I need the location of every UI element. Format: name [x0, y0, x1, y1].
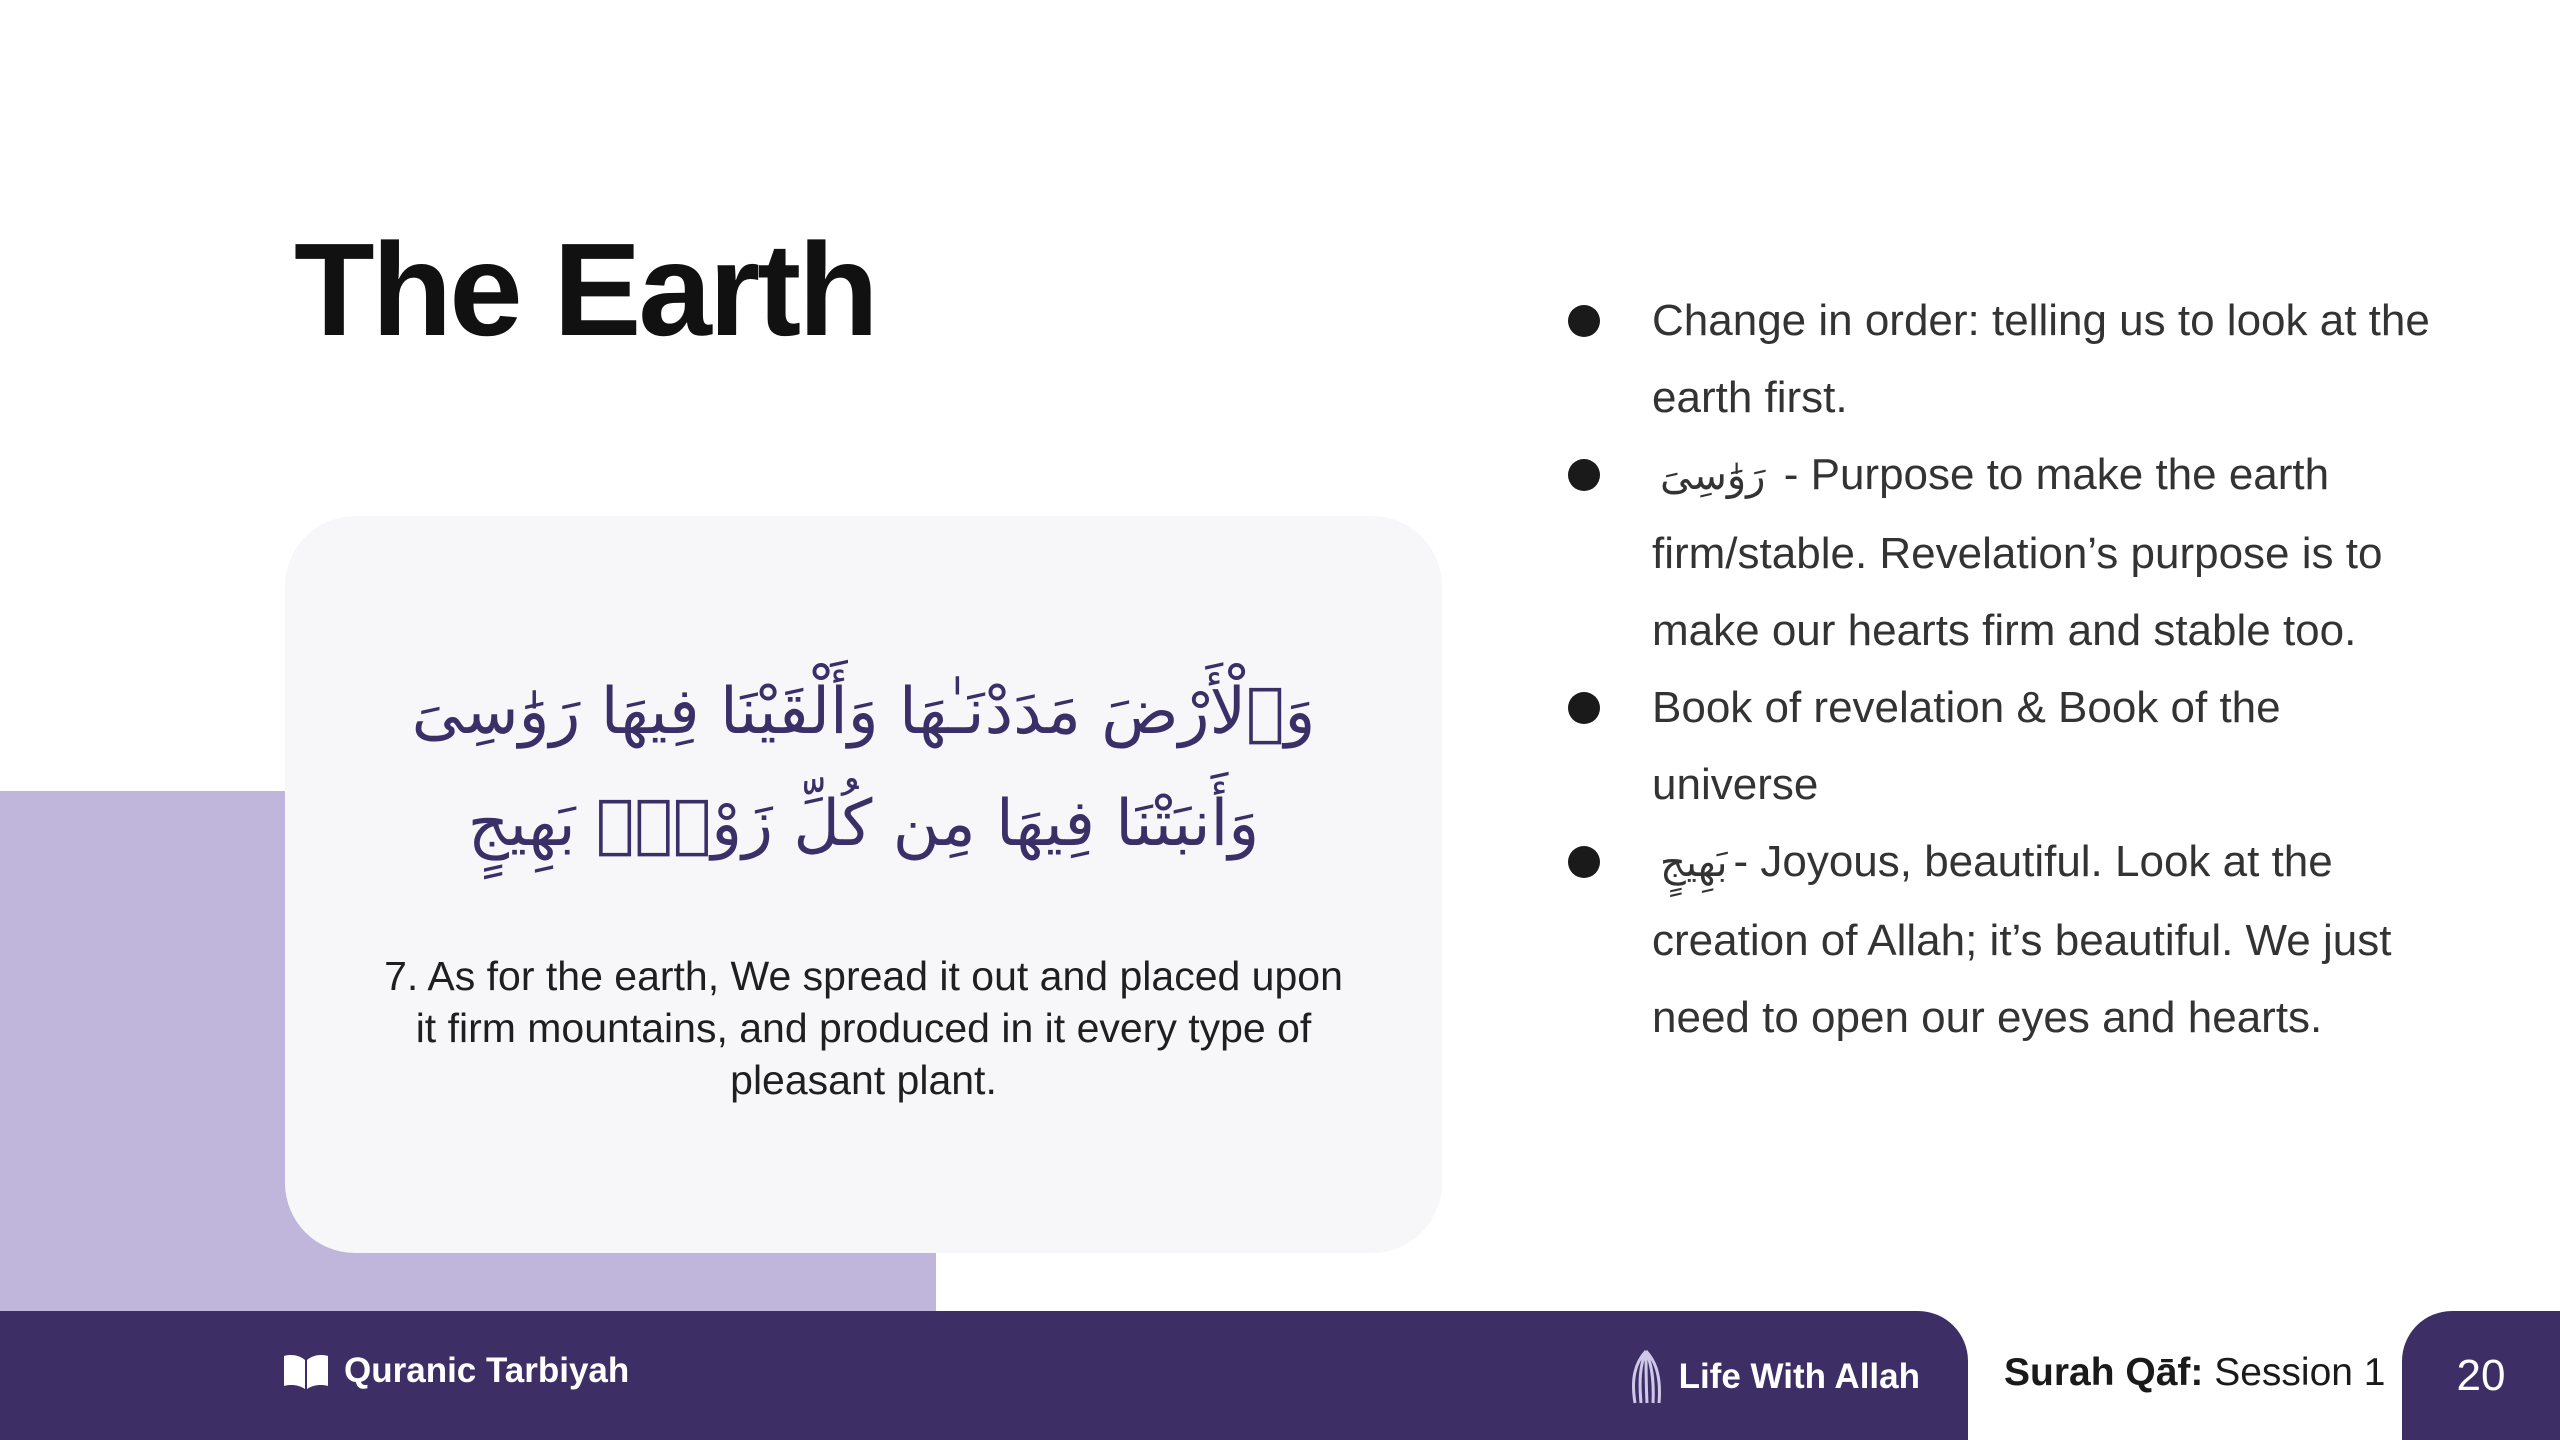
- bullet-item-bahij: [1560, 823, 2440, 1056]
- bullet-item-rawasi: [1560, 436, 2440, 669]
- bullet-text: - Purpose to make the earth firm/stable. Revelation’s purpose is to make our hearts firm and stable too.: [1652, 450, 2383, 655]
- brand-life-with-allah: [1627, 1349, 1920, 1405]
- brand-quranic-tarbiyah: [282, 1351, 629, 1391]
- arabic-verse: وَٱلْأَرْضَ مَدَدْنَـٰهَا وَأَلْقَيْنَا فِيهَا رَوَٰسِىَ وَأَنبَتْنَا فِيهَا مِن كُلِّ زَوْجٍۭ بَهِيجٍ: [411, 675, 1316, 861]
- bullet-dot-icon: [1568, 846, 1600, 878]
- verse-translation: 7. As for the earth, We spread it out and placed upon it firm mountains, and produced in it every type of pleasant plant.: [384, 953, 1343, 1103]
- session-number: Session 1: [2203, 1351, 2386, 1394]
- slide-title: The Earth: [294, 216, 876, 363]
- verse-card: [285, 516, 1442, 1253]
- bullet-item-order: [1560, 282, 2440, 436]
- bullet-text: Change in order: telling us to look at the earth first.: [1652, 296, 2430, 422]
- arabic-term: رَوَٰسِىَ: [1660, 453, 1766, 499]
- bullet-text: - Joyous, beautiful. Look at the creation of Allah; it’s beautiful. We just need to open our eyes and hearts.: [1652, 837, 2392, 1042]
- brand-left-label: Quranic Tarbiyah: [344, 1351, 630, 1390]
- page-number: 20: [2456, 1350, 2506, 1400]
- open-book-icon: [282, 1352, 330, 1390]
- session-label: [2004, 1351, 2385, 1395]
- bullet-dot-icon: [1568, 305, 1600, 337]
- bullet-item-books: [1560, 669, 2440, 823]
- bullet-list: [1560, 282, 2440, 1056]
- page-number-box: [2402, 1311, 2560, 1440]
- surah-name: Surah Qāf:: [2004, 1351, 2204, 1394]
- brand-right-label: Life With Allah: [1678, 1357, 1920, 1396]
- bullet-text: Book of revelation & Book of the universe: [1652, 683, 2281, 809]
- arabic-term: بَهِيجٍ: [1660, 840, 1728, 886]
- pen-nib-icon: [1627, 1349, 1665, 1405]
- bullet-dot-icon: [1568, 692, 1600, 724]
- bullet-dot-icon: [1568, 459, 1600, 491]
- footer-bar: [0, 1311, 1968, 1440]
